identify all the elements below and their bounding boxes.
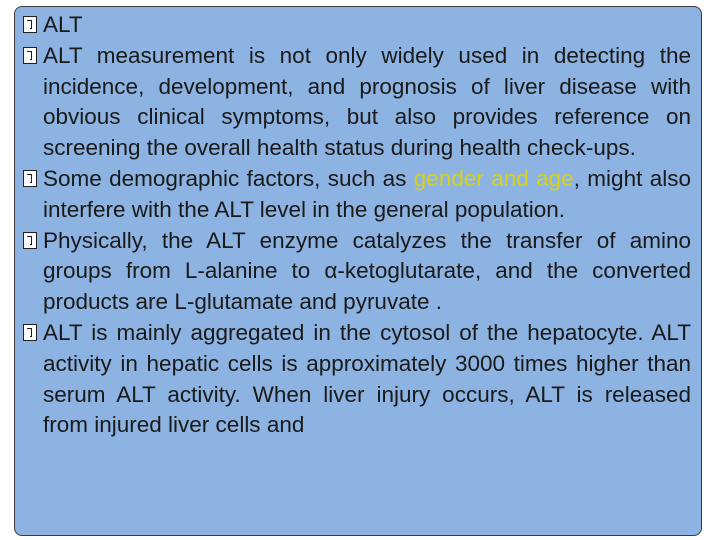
highlighted-text: gender and age [413,165,574,191]
bullet-item-measurement [23,41,691,164]
bullet-text: ALT measurement is not only widely used in detecting the incidence, development, and prognosis of liver disease with obvious clinical symptoms, but also provides reference on screening the overall health status during health check-ups. [43,42,691,161]
content-panel [14,6,702,536]
bullet-text: Physically, the ALT enzyme catalyzes the transfer of amino groups from L-alanine to α-ketoglutarate, and the converted products are L-glutamate and pyruvate . [43,227,691,315]
bullet-list [23,10,691,441]
missing-glyph-box-icon [23,47,37,64]
missing-glyph-box-icon [23,232,37,249]
bullet-item-title [23,10,691,41]
missing-glyph-box-icon [23,16,37,33]
bullet-text-after: , might also interfere with the ALT level in the general population. [43,165,691,222]
bullet-text: ALT [43,12,83,37]
bullet-item-location [23,318,691,441]
missing-glyph-box-icon [23,324,37,341]
missing-glyph-box-icon [23,170,37,187]
bullet-text-before: Some demographic factors, such as [43,165,414,191]
bullet-item-enzyme [23,226,691,318]
bullet-text: ALT is mainly aggregated in the cytosol of the hepatocyte. ALT activity in hepatic cells is approximately 3000 times higher than serum ALT activity. When liver injury occurs, ALT is released from injured liver cells and [43,319,691,438]
bullet-item-demographic [23,164,691,226]
